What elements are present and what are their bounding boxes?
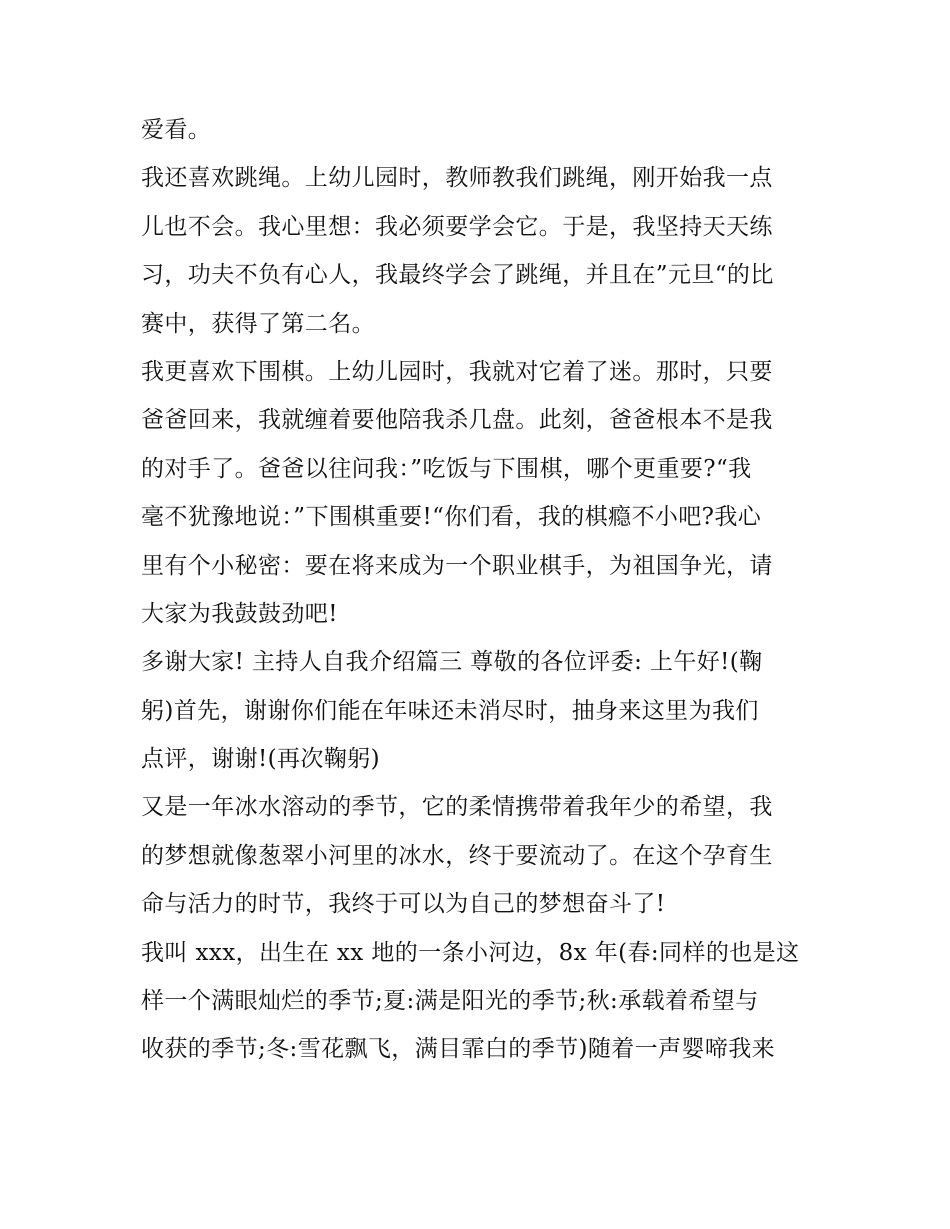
text-line: 习，功夫不负有心人，我最终学会了跳绳，并且在”元旦“的比 xyxy=(141,262,774,289)
text-line: 我更喜欢下围棋。上幼儿园时，我就对它着了迷。那时，只要 xyxy=(141,358,773,385)
text-line: 样一个满眼灿烂的季节;夏:满是阳光的季节;秋:承载着希望与 xyxy=(141,988,759,1015)
text-line: 爱看。 xyxy=(141,117,212,143)
text-line: 又是一年冰水溶动的季节，它的柔情携带着我年少的希望，我 xyxy=(141,794,773,821)
document-body xyxy=(141,106,813,1074)
text-line: 毫不犹豫地说：”下围棋重要!“你们看，我的棋瘾不小吧?我心 xyxy=(141,504,762,531)
text-line: 里有个小秘密：要在将来成为一个职业棋手，为祖国争光，请 xyxy=(141,552,773,579)
text-line: 爸爸回来，我就缠着要他陪我杀几盘。此刻，爸爸根本不是我 xyxy=(141,407,773,434)
text-line: 的对手了。爸爸以往问我：”吃饭与下围棋，哪个更重要?“我 xyxy=(141,455,752,482)
text-line: 赛中，获得了第二名。 xyxy=(141,310,375,337)
text-line: 收获的季节;冬:雪花飘飞，满目霏白的季节)随着一声婴啼我来 xyxy=(141,1036,776,1063)
text-line: 大家为我鼓鼓劲吧! xyxy=(141,600,338,627)
text-line: 命与活力的时节，我终于可以为自己的梦想奋斗了! xyxy=(141,891,666,918)
text-line: 我叫 xxx，出生在 xx 地的一条小河边，8x 年(春:同样的也是这 xyxy=(141,939,800,966)
text-line: 儿也不会。我心里想：我必须要学会它。于是，我坚持天天练 xyxy=(141,213,773,240)
text-line: 多谢大家! 主持人自我介绍篇三 尊敬的各位评委: 上午好!(鞠 xyxy=(141,649,763,676)
text-line: 我还喜欢跳绳。上幼儿园时，教师教我们跳绳，刚开始我一点 xyxy=(141,165,773,192)
text-line: 躬)首先，谢谢你们能在年味还未消尽时，抽身来这里为我们 xyxy=(141,697,759,724)
text-line: 点评，谢谢!(再次鞠躬) xyxy=(141,746,380,773)
text-line: 的梦想就像葱翠小河里的冰水，终于要流动了。在这个孕育生 xyxy=(141,842,773,869)
